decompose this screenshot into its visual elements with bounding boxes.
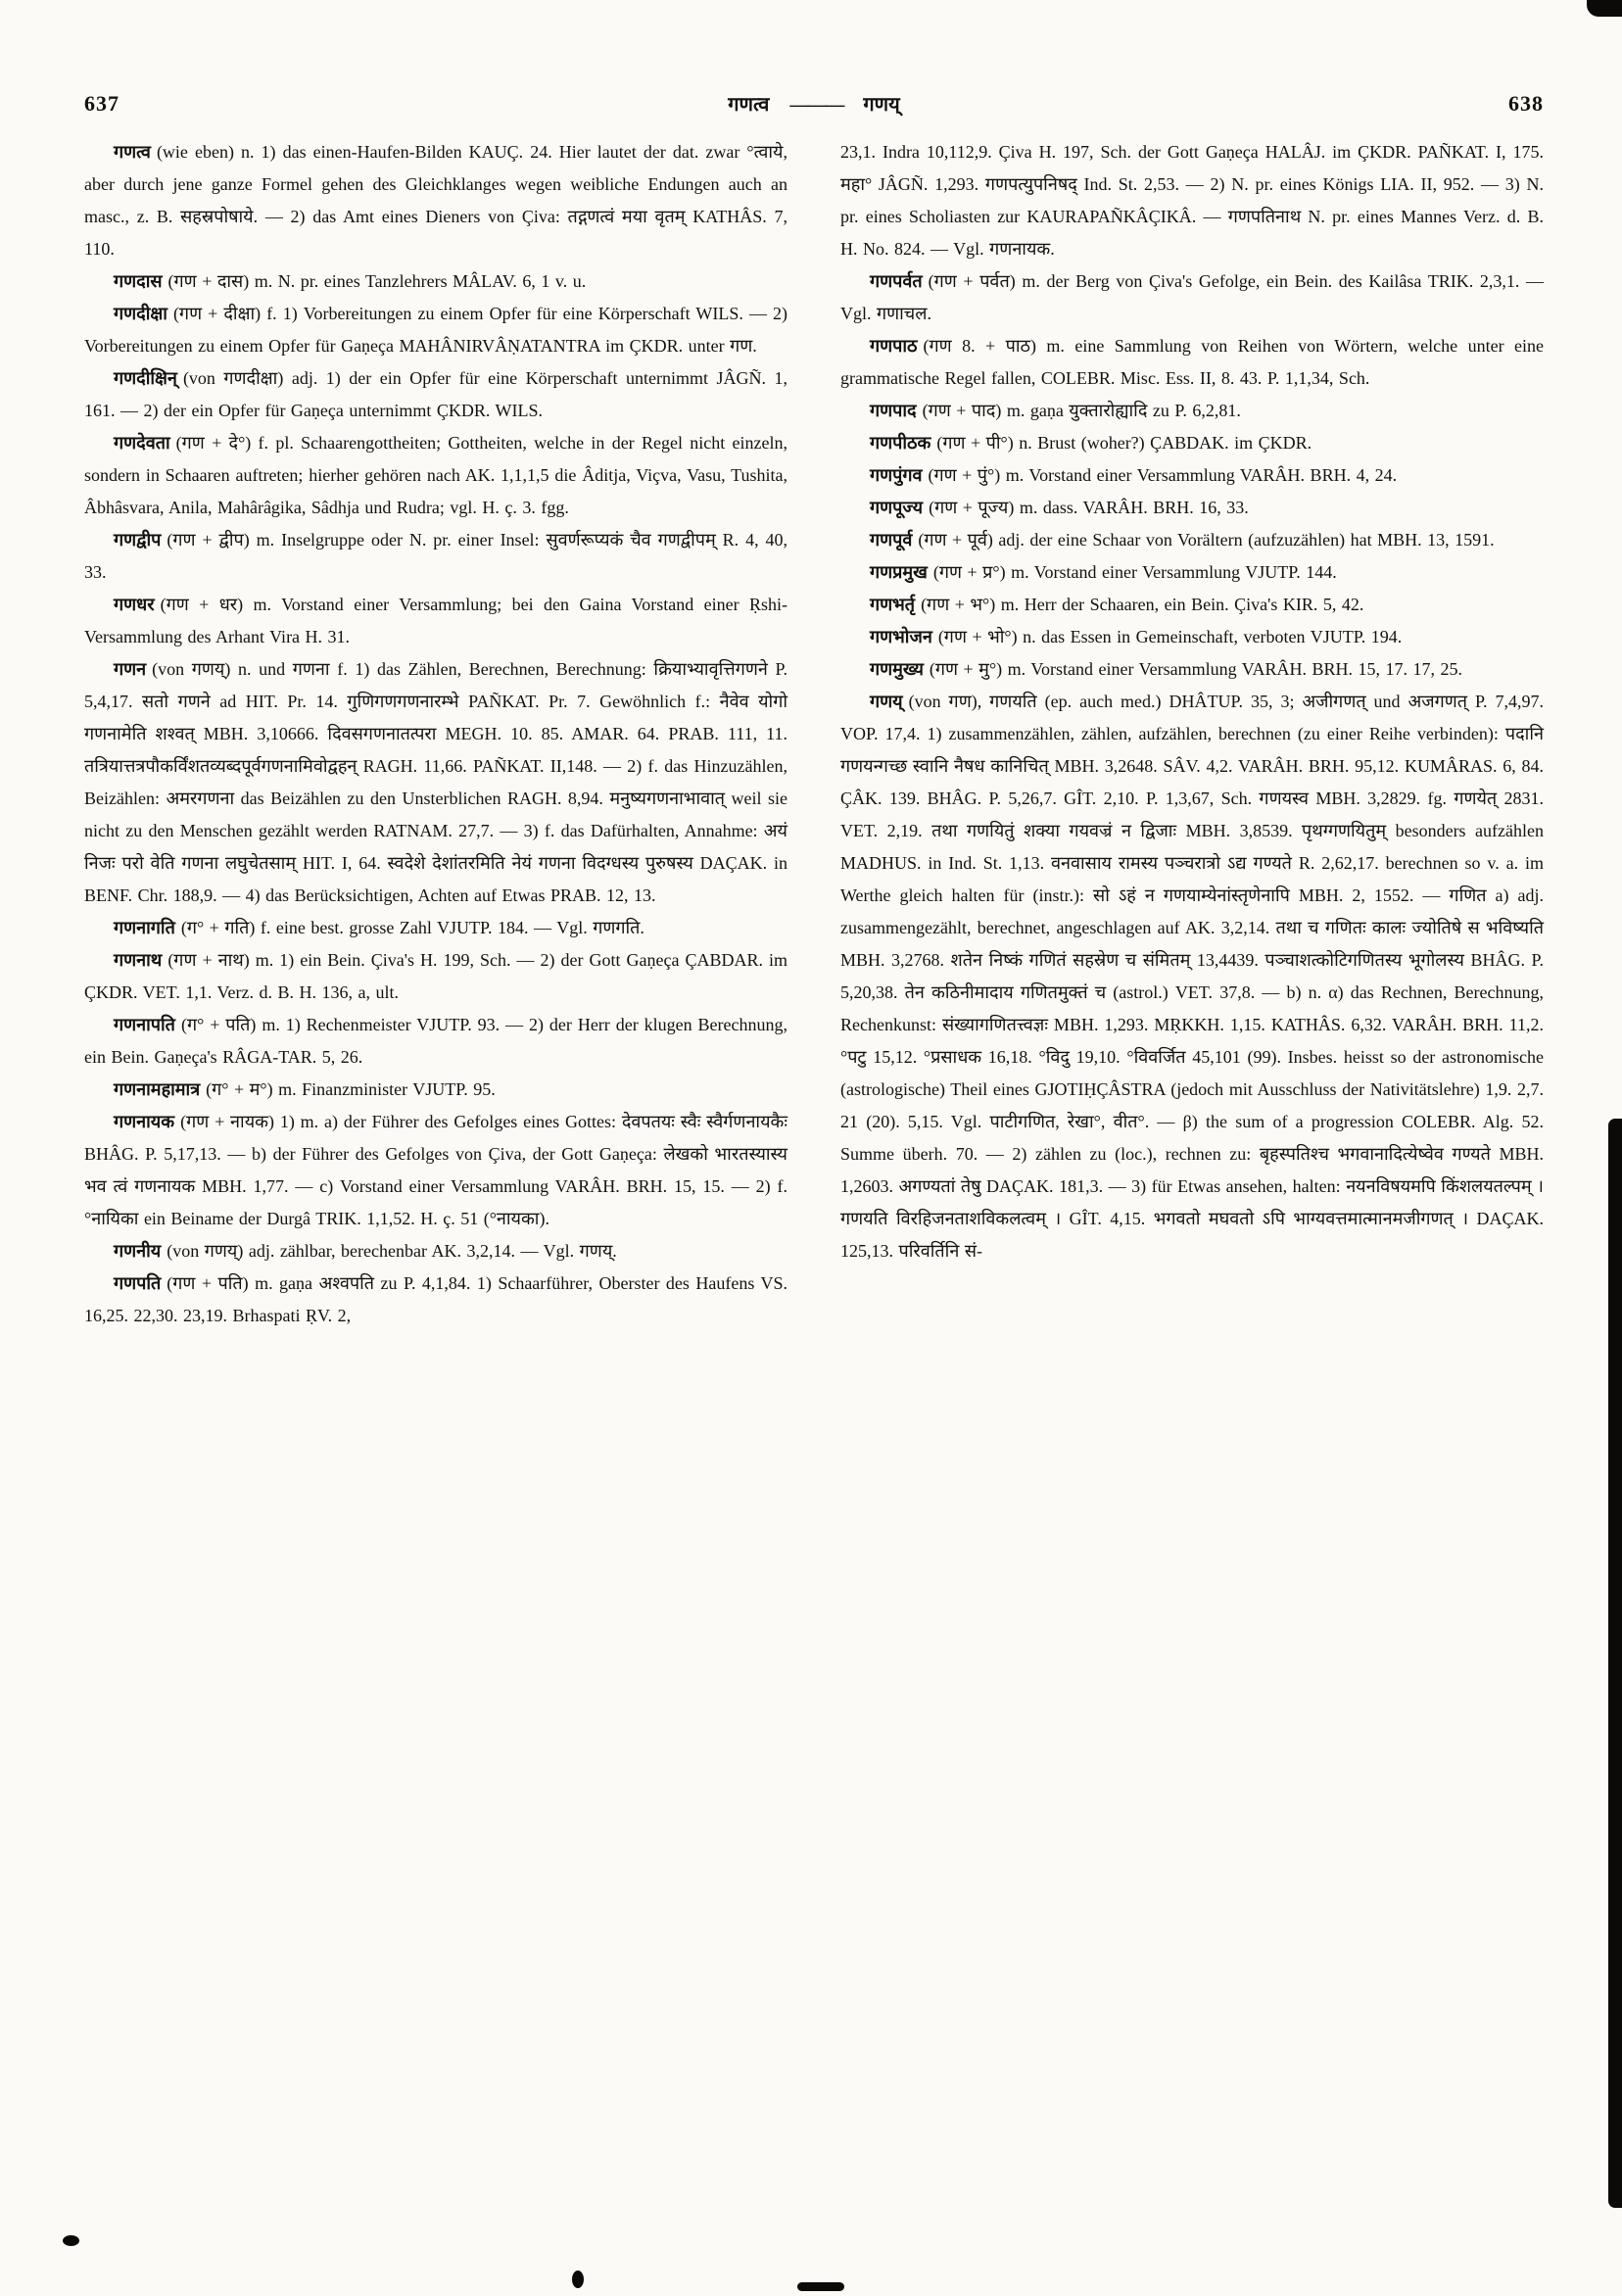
entry-body: (गण + पुं°) m. Vorstand einer Versammlung VARÂH. BRH. 4, 24. bbox=[928, 465, 1398, 485]
dictionary-entry bbox=[84, 524, 787, 589]
dictionary-entry bbox=[840, 556, 1544, 589]
scan-artifact-corner-mark bbox=[1587, 0, 1622, 17]
page-number-right: 638 bbox=[1508, 91, 1544, 116]
entry-body: 23,1. Indra 10,112,9. Çiva H. 197, Sch. der Gott Gaṇeça HALÂJ. im ÇKDR. PAÑKAT. I, 175. महा° JÂGÑ. 1,293. गणपत्युपनिषद् Ind. St. 2,53. — 2) N. pr. eines Königs LIA. II, 952. — 3) N. pr. eines Scholiasten zur KAURAPAÑKÂÇIKÂ. — गणपतिनाथ N. pr. eines Mannes Verz. d. B. H. No. 824. — Vgl. गणनायक. bbox=[840, 142, 1544, 259]
entry-headword: गणधर bbox=[114, 595, 155, 614]
entry-body: (गण + धर) m. Vorstand einer Versammlung; bei den Gaina Vorstand einer Ṛshi-Versammlung des Arhant Vira H. 31. bbox=[84, 595, 787, 646]
dictionary-entry bbox=[840, 621, 1544, 653]
running-head-divider: ——— bbox=[789, 94, 843, 116]
dictionary-entry bbox=[840, 427, 1544, 459]
entry-body: (ग° + पति) m. 1) Rechenmeister VJUTP. 93. — 2) der Herr der klugen Berechnung, ein Bein. Gaṇeça's RÂGA-TAR. 5, 26. bbox=[84, 1015, 787, 1067]
entry-headword: गणनापति bbox=[114, 1015, 175, 1034]
entry-body: (गण + भ°) m. Herr der Schaaren, ein Bein. Çiva's KIR. 5, 42. bbox=[921, 595, 1364, 614]
dictionary-entry bbox=[84, 298, 787, 362]
entry-headword: गणपाद bbox=[870, 401, 917, 420]
entry-body: (गण + पूज्य) m. dass. VARÂH. BRH. 16, 33. bbox=[929, 498, 1249, 517]
entry-headword: गणप्रमुख bbox=[870, 562, 928, 582]
entry-headword: गणपीठक bbox=[870, 433, 931, 453]
entry-body: (गण + पर्वत) m. der Berg von Çiva's Gefolge, ein Bein. des Kailâsa TRIK. 2,3,1. — Vgl. गणाचल. bbox=[840, 271, 1544, 323]
entry-headword: गणपूर्व bbox=[870, 530, 913, 550]
dictionary-entry-continuation bbox=[840, 136, 1544, 265]
dictionary-entry bbox=[840, 265, 1544, 330]
left-column bbox=[84, 136, 787, 1332]
entry-body: (ग° + गति) f. eine best. grosse Zahl VJUTP. 184. — Vgl. गणगति. bbox=[180, 918, 644, 937]
dictionary-entry bbox=[84, 1106, 787, 1235]
entry-body: (गण + दीक्षा) f. 1) Vorbereitungen zu einem Opfer für eine Körperschaft WILS. — 2) Vorbereitungen zu einem Opfer für Gaṇeça MAHÂNIRVÂṆATANTRA im ÇKDR. unter गण. bbox=[84, 304, 787, 356]
entry-headword: गणपूज्य bbox=[870, 498, 924, 517]
entry-body: (गण + पूर्व) adj. der eine Schaar von Vorältern (aufzuzählen) hat MBH. 13, 1591. bbox=[918, 530, 1495, 550]
entry-body: (गण + दे°) f. pl. Schaarengottheiten; Gottheiten, welche in der Regel nicht einzeln, sondern in Schaaren auftreten; hierher gehören nach AK. 1,1,1,5 die Âditja, Viçva, Vasu, Tushita, Âbhâsvara, Anila, Mahârâgika, Sâdhja und Rudra; vgl. H. ç. 3. fgg. bbox=[84, 433, 787, 517]
entry-headword: गणपर्वत bbox=[870, 271, 923, 291]
entry-body: (गण + नायक) 1) m. a) der Führer des Gefolges eines Gottes: देवपतयः स्वैः स्वैर्गणनायकैः BHÂG. P. 5,17,13. — b) der Führer des Gefolges von Çiva, der Gott Gaṇeça: लेखको भारतस्यास्य भव त्वं गणनायक MBH. 1,77. — c) Vorstand einer Versammlung VARÂH. BRH. 15, 15. — 2) f. °नायिका ein Beiname der Durgâ TRIK. 1,1,52. H. ç. 51 (°नायका). bbox=[84, 1112, 787, 1228]
text-columns bbox=[0, 117, 1622, 1332]
dictionary-entry bbox=[84, 362, 787, 427]
entry-headword: गणमुख्य bbox=[870, 659, 924, 679]
dictionary-entry bbox=[84, 1235, 787, 1268]
scan-artifact-smudge bbox=[797, 2282, 844, 2291]
dictionary-entry bbox=[84, 1009, 787, 1074]
entry-body: (गण 8. + पाठ) m. eine Sammlung von Reihen von Wörtern, welche unter eine grammatische Regel fallen, COLEBR. Misc. Ess. II, 8. 43. P. 1,1,34, Sch. bbox=[840, 336, 1544, 388]
running-head bbox=[153, 90, 1475, 117]
entry-headword: गणनायक bbox=[114, 1112, 175, 1131]
dictionary-entry bbox=[840, 524, 1544, 556]
entry-headword: गणद्वीप bbox=[114, 530, 162, 550]
dictionary-entry bbox=[84, 1268, 787, 1332]
scan-artifact-edge-bar bbox=[1608, 1119, 1622, 2208]
dictionary-entry bbox=[840, 395, 1544, 427]
entry-body: (von गणय्) n. und गणना f. 1) das Zählen, Berechnen, Berechnung: क्रियाभ्यावृत्तिगणने P. 5,4,17. सतो गणने ad HIT. Pr. 14. गुणिगणगणनारम्भे PAÑKAT. Pr. 7. Gewöhnlich f.: नैवेव योगो गणनामेति शश्वत् MBH. 3,10666. दिवसगणनातत्परा MEGH. 10. 85. AMAR. 64. PRAB. 111, 11. तत्रियात्तत्रपौकर्विंशतव्यब्दपूर्वगणनामिवोद्वहन् RAGH. 11,66. PAÑKAT. II,148. — 2) f. das Hinzuzählen, Beizählen: अमरगणना das Beizählen zu den Unsterblichen RAGH. 8,94. मनुष्यगणनाभावात् weil sie nicht zu den Menschen gezählt werden RATNAM. 27,7. — 3) f. das Dafürhalten, Annahme: अयं निजः परो वेति गणना लघुचेतसाम् HIT. I, 64. स्वदेशे देशांतरमिति नेयं गणना विदग्धस्य पुरुषस्य DAÇAK. in BENF. Chr. 188,9. — 4) das Berücksichtigen, Achten auf Etwas PRAB. 12, 13. bbox=[84, 659, 787, 905]
entry-body: (गण + मु°) m. Vorstand einer Versammlung VARÂH. BRH. 15, 17. 17, 25. bbox=[929, 659, 1462, 679]
scan-artifact-speck bbox=[572, 2271, 584, 2288]
entry-body: (wie eben) n. 1) das einen-Haufen-Bilden KAUÇ. 24. Hier lautet der dat. zwar °त्वाये, aber durch jene ganze Formel gehen des Gleichklanges wegen weibliche Endungen auch an masc., z. B. सहस्रपोषाये. — 2) das Amt eines Dieners von Çiva: तद्गणत्वं मया वृतम् KATHÂS. 7, 110. bbox=[84, 142, 787, 259]
entry-headword: गणनागति bbox=[114, 918, 175, 937]
dictionary-entry bbox=[84, 653, 787, 912]
dictionary-entry bbox=[840, 492, 1544, 524]
entry-headword: गणदीक्षा bbox=[114, 304, 167, 323]
entry-headword: गणय् bbox=[870, 692, 903, 711]
entry-body: (von गणदीक्षा) adj. 1) der ein Opfer für eine Körperschaft unternimmt JÂGÑ. 1, 161. — 2) der ein Opfer für Gaṇeça unternimmt ÇKDR. WILS. bbox=[84, 368, 787, 420]
entry-headword: गणनाथ bbox=[114, 950, 163, 970]
entry-body: (गण + पाद) m. gaṇa युक्तारोह्यादि zu P. 6,2,81. bbox=[922, 401, 1241, 420]
entry-body: (गण + दास) m. N. pr. eines Tanzlehrers MÂLAV. 6, 1 v. u. bbox=[167, 271, 587, 291]
entry-body: (गण + नाथ) m. 1) ein Bein. Çiva's H. 199, Sch. — 2) der Gott Gaṇeça ÇABDAR. im ÇKDR. VET. 1,1. Verz. d. B. H. 136, a, ult. bbox=[84, 950, 787, 1002]
entry-headword: गणन bbox=[114, 659, 147, 679]
running-head-left-word: गणत्व bbox=[728, 94, 770, 116]
dictionary-entry bbox=[84, 912, 787, 944]
dictionary-entry bbox=[840, 589, 1544, 621]
entry-body: (ग° + म°) m. Finanzminister VJUTP. 95. bbox=[206, 1079, 496, 1099]
entry-headword: गणदेवता bbox=[114, 433, 170, 453]
entry-headword: गणनीय bbox=[114, 1241, 162, 1261]
entry-headword: गणत्व bbox=[114, 142, 151, 162]
entry-body: (गण + द्वीप) m. Inselgruppe oder N. pr. einer Insel: सुवर्णरूप्यकं चैव गणद्वीपम् R. 4, 40, 33. bbox=[84, 530, 787, 582]
entry-body: (von गणय्) adj. zählbar, berechenbar AK. 3,2,14. — Vgl. गणय्. bbox=[167, 1241, 617, 1261]
dictionary-entry bbox=[84, 265, 787, 298]
entry-headword: गणनामहामात्र bbox=[114, 1079, 201, 1099]
dictionary-entry bbox=[84, 944, 787, 1009]
entry-headword: गणपुंगव bbox=[870, 465, 923, 485]
running-head-right-word: गणय् bbox=[863, 94, 900, 116]
scan-artifact-speck bbox=[63, 2235, 79, 2246]
entry-body: (गण + भो°) n. das Essen in Gemeinschaft, verboten VJUTP. 194. bbox=[937, 627, 1403, 646]
dictionary-entry bbox=[84, 1074, 787, 1106]
entry-headword: गणभोजन bbox=[870, 627, 932, 646]
entry-headword: गणदीक्षिन् bbox=[114, 368, 177, 388]
dictionary-entry bbox=[840, 686, 1544, 1268]
dictionary-entry bbox=[84, 589, 787, 653]
entry-headword: गणपाठ bbox=[870, 336, 918, 356]
entry-body: (गण + पी°) n. Brust (woher?) ÇABDAK. im ÇKDR. bbox=[936, 433, 1312, 453]
page-number-left: 637 bbox=[84, 91, 119, 116]
page-header bbox=[0, 0, 1622, 117]
entry-body: (गण + पति) m. gaṇa अश्वपति zu P. 4,1,84. 1) Schaarführer, Oberster des Haufens VS. 16,25. 22,30. 23,19. Brhaspati ṚV. 2, bbox=[84, 1273, 787, 1325]
dictionary-entry bbox=[840, 330, 1544, 395]
right-column bbox=[840, 136, 1544, 1332]
entry-body: (गण + प्र°) m. Vorstand einer Versammlung VJUTP. 144. bbox=[932, 562, 1337, 582]
dictionary-entry bbox=[84, 136, 787, 265]
dictionary-entry bbox=[840, 653, 1544, 686]
dictionary-entry bbox=[840, 459, 1544, 492]
entry-headword: गणभर्तृ bbox=[870, 595, 916, 614]
entry-headword: गणदास bbox=[114, 271, 163, 291]
dictionary-entry bbox=[84, 427, 787, 524]
entry-body: (von गण), गणयति (ep. auch med.) DHÂTUP. 35, 3; अजीगणत् und अजगणत् P. 7,4,97. VOP. 17,4. 1) zusammenzählen, zählen, aufzählen, berechnen (zu einer Reihe verbinden): पदानि गणयन्गच्छ स्वानि नैषध कानिचित् MBH. 3,2648. SÂV. 4,2. VARÂH. BRH. 95,12. KUMÂRAS. 6, 84. ÇÂK. 139. BHÂG. P. 5,26,7. GÎT. 2,10. P. 1,3,67, Sch. गणयस्व MBH. 3,2829. fg. गणयेत् 2831. VET. 2,19. तथा गणयितुं शक्या गयवज्रं न द्विजाः MBH. 3,8539. पृथग्गणयितुम् besonders aufzählen MADHUS. in Ind. St. 1,13. वनवासाय रामस्य पञ्चरात्रो ऽद्य गण्यते R. 2,62,17. berechnen so v. a. im Werthe gleich halten für (instr.): सो ऽहं न गणयाम्येनांस्तृणेनापि MBH. 2, 1552. — गणित a) adj. zusammengezählt, berechnet, angeschlagen auf AK. 3,2,14. तथा च गणितः कालः ज्योतिषे स भविष्यति MBH. 3,2768. शतेन निष्कं गणितं सहस्रेण च संमितम् 13,4439. पञ्चाशत्कोटिगणितस्य भूगोलस्य BHÂG. P. 5,20,38. तेन कठिनीमादाय गणितमुक्तं च (astrol.) VET. 37,8. — b) n. α) das Rechnen, Berechnung, Rechenkunst: संख्यागणितत्त्वज्ञः MBH. 1,293. MṚKKH. 1,15. KATHÂS. 6,32. VARÂH. BRH. 11,2. °पटु 15,12. °प्रसाधक 16,18. °विदु 19,10. °विवर्जित 45,101 (99). Insbes. heisst so der astronomische (astrologische) Theil eines GJOTIḤÇÂSTRA (jedoch mit Ausschluss der Nativitätslehre) 1,9. 2,7. 21 (20). 5,15. Vgl. पाटीगणित, रेखा°, वीत°. — β) the sum of a progression COLEBR. Alg. 52. Summe überh. 70. — 2) zählen zu (loc.), rechnen zu: बृहस्पतिश्च भगवानादित्येष्वेव गण्यते MBH. 1,2603. अगण्यतां तेषु DAÇAK. 181,3. — 3) für Etwas ansehen, halten: नयनविषयमपि किंशलयतल्पम् । गणयति विरहिजनताशविकलत्वम् । GÎT. 4,15. भगवतो मघवतो ऽपि भाग्यवत्तमात्मानमजीगणत् । DAÇAK. 125,13. परिवर्तिनि सं- bbox=[840, 692, 1544, 1261]
entry-headword: गणपति bbox=[114, 1273, 162, 1293]
